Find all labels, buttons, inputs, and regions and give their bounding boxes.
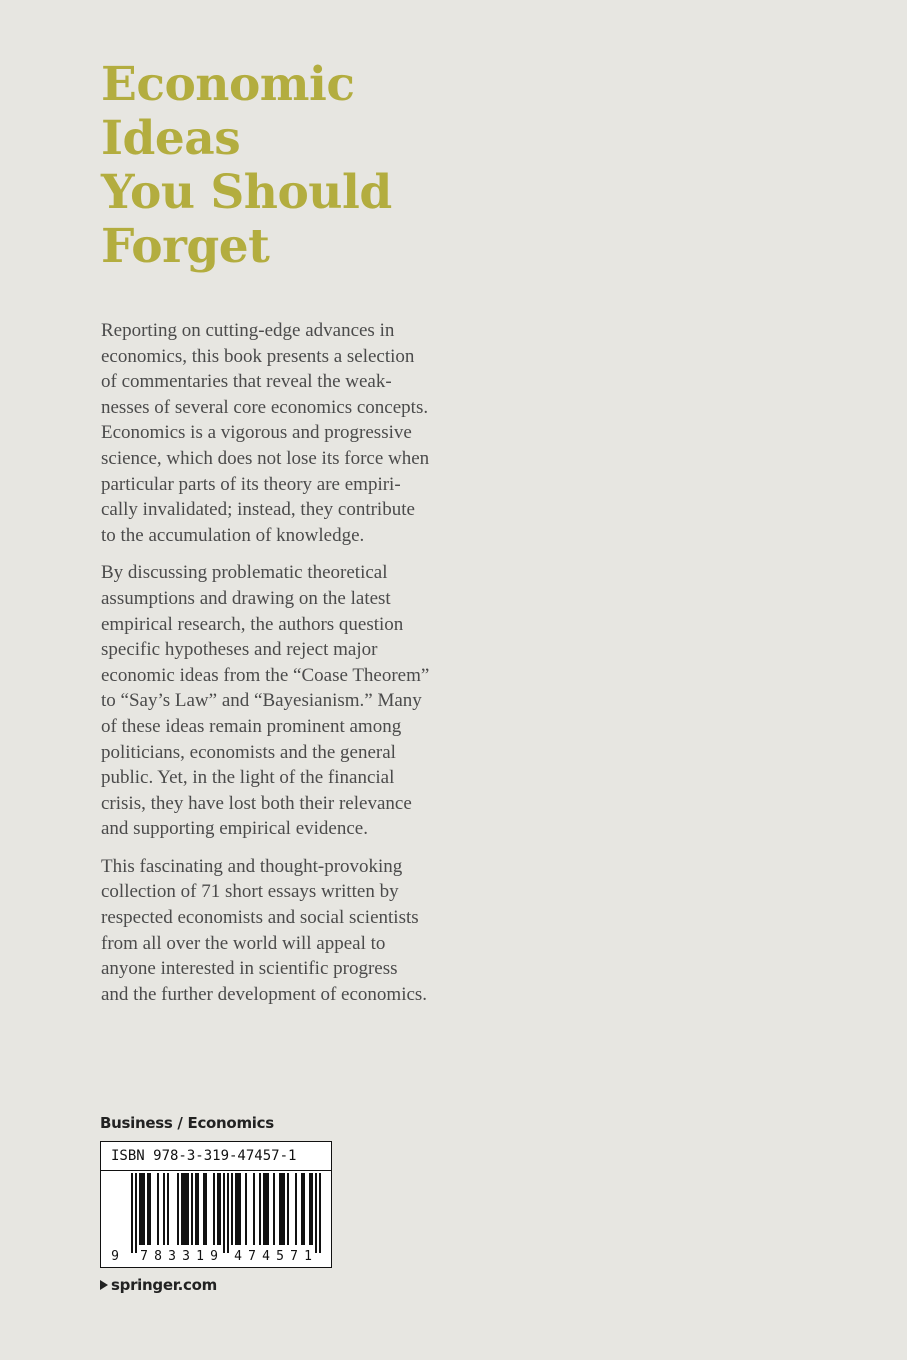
barcode-bar [185, 1173, 187, 1245]
barcode-bar [281, 1173, 283, 1245]
text-line: economic ideas from the “Coase Theorem” [101, 664, 430, 686]
barcode-digit: 1 [196, 1249, 204, 1264]
barcode-bar [139, 1173, 141, 1245]
barcode-bar [177, 1173, 179, 1245]
text-line: collection of 71 short essays written by [101, 881, 399, 903]
barcode-bar [183, 1173, 185, 1245]
text-line: Reporting on cutting-edge advances in [101, 320, 395, 341]
barcode-digit: 3 [168, 1249, 176, 1264]
barcode-digit: 1 [304, 1249, 312, 1264]
text-line: empirical research, the authors question [101, 613, 404, 635]
barcode-bar [263, 1173, 265, 1245]
text-line: specific hypotheses and reject major [101, 639, 378, 661]
blurb-paragraph-2 [101, 560, 471, 842]
text-line: from all over the world will appeal to [101, 932, 386, 954]
text-line: anyone interested in scientific progress [101, 958, 398, 980]
title-line: You Should [101, 165, 392, 220]
barcode-bar [267, 1173, 269, 1245]
text-line: to the accumulation of knowledge. [101, 524, 365, 546]
barcode-digit: 8 [154, 1249, 162, 1264]
text-line: Economics is a vigorous and progressive [101, 422, 412, 444]
barcode-bar [181, 1173, 183, 1245]
barcode-bar [223, 1173, 225, 1253]
text-line: public. Yet, in the light of the financial [101, 767, 395, 789]
barcode-graphic [101, 1171, 330, 1266]
barcode-bar [231, 1173, 233, 1245]
barcode-digit: 3 [182, 1249, 190, 1264]
title-line: Economic [101, 57, 355, 112]
barcode-bar [143, 1173, 145, 1245]
barcode-digit: 4 [234, 1249, 242, 1264]
barcode-digit: 7 [248, 1249, 256, 1264]
text-line: respected economists and social scientists [101, 907, 419, 929]
barcode-bar [273, 1173, 275, 1245]
isbn-barcode [100, 1141, 332, 1268]
website-link[interactable] [100, 1276, 217, 1294]
text-line: and the further development of economics. [101, 983, 428, 1005]
barcode-bar [237, 1173, 239, 1245]
barcode-bar [253, 1173, 255, 1245]
category-label: Business / Economics [100, 1114, 274, 1132]
text-line: and supporting empirical evidence. [101, 818, 368, 840]
barcode-bar [205, 1173, 207, 1245]
barcode-bar [287, 1173, 289, 1245]
play-icon [100, 1280, 108, 1290]
barcode-bar [167, 1173, 169, 1245]
barcode-bar [295, 1173, 297, 1245]
barcode-digit: 9 [111, 1249, 119, 1264]
barcode-bar [235, 1173, 237, 1245]
blurb [101, 318, 471, 1019]
barcode-bar [309, 1173, 311, 1245]
barcode-bar [265, 1173, 267, 1245]
text-line: particular parts of its theory are empiri- [101, 473, 401, 495]
barcode-digit: 4 [262, 1249, 270, 1264]
text-line: economics, this book presents a selection [101, 345, 415, 367]
barcode-bar [315, 1173, 317, 1253]
isbn-text: ISBN 978-3-319-47457-1 [101, 1142, 331, 1171]
barcode-digit: 9 [210, 1249, 218, 1264]
barcode-bar [191, 1173, 193, 1245]
barcode-bar [245, 1173, 247, 1245]
barcode-bar [131, 1173, 133, 1253]
text-line: of commentaries that reveal the weak- [101, 371, 392, 393]
barcode-bar [187, 1173, 189, 1245]
barcode-bar [219, 1173, 221, 1245]
barcode-bar [217, 1173, 219, 1245]
barcode-bar [203, 1173, 205, 1245]
barcode-bar [213, 1173, 215, 1245]
text-line: crisis, they have lost both their relevance [101, 792, 412, 814]
title-line: Forget [101, 219, 270, 274]
barcode-bar [149, 1173, 151, 1245]
text-line: politicians, economists and the general [101, 741, 396, 763]
barcode-bar [227, 1173, 229, 1253]
blurb-paragraph-3 [101, 854, 471, 1008]
barcode-digit: 7 [290, 1249, 298, 1264]
blurb-paragraph-1 [101, 318, 471, 548]
text-line: of these ideas remain prominent among [101, 715, 402, 737]
text-line: science, which does not lose its force when [101, 447, 430, 469]
text-line: cally invalidated; instead, they contribute [101, 499, 415, 521]
barcode-bar [141, 1173, 143, 1245]
barcode-bar [301, 1173, 303, 1245]
barcode-bar [147, 1173, 149, 1245]
barcode-digit: 5 [276, 1249, 284, 1264]
website-label: springer.com [111, 1276, 217, 1294]
text-line: nesses of several core economics concepts. [101, 396, 429, 418]
barcode-bar [163, 1173, 165, 1245]
barcode-bar [279, 1173, 281, 1245]
barcode-bar [157, 1173, 159, 1245]
title-line: Ideas [101, 111, 241, 166]
text-line: By discussing problematic theoretical [101, 562, 388, 584]
barcode-bar [319, 1173, 321, 1253]
text-line: This fascinating and thought-provoking [101, 855, 403, 877]
text-line: assumptions and drawing on the latest [101, 587, 391, 609]
barcode-bar [283, 1173, 285, 1245]
barcode-bar [259, 1173, 261, 1245]
barcode-digit: 7 [140, 1249, 148, 1264]
barcode-bar [197, 1173, 199, 1245]
text-line: to “Say’s Law” and “Bayesianism.” Many [101, 690, 422, 712]
barcode-bar [311, 1173, 313, 1245]
barcode-bar [135, 1173, 137, 1253]
barcode-bar [195, 1173, 197, 1245]
barcode-bar [303, 1173, 305, 1245]
book-title [101, 58, 392, 274]
barcode-bar [239, 1173, 241, 1245]
